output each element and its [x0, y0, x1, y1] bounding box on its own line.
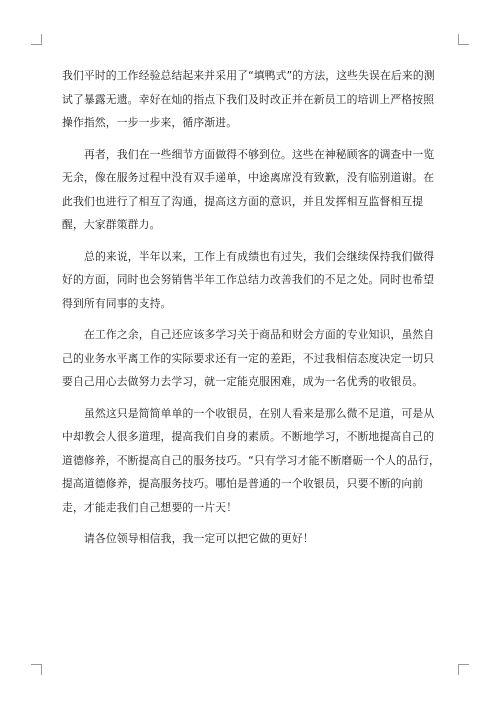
document-body [62, 64, 444, 559]
crop-mark-bottom-left [31, 664, 42, 675]
paragraph-4: 在工作之余，自己还应该多学习关于商品和财会方面的专业知识，虽然自己的业务水平离工作的实际要求还有一定的差距，不过我相信态度决定一切只要自己用心去做努力去学习，就一定能克服困难，成为一名优秀的收银员。 [62, 328, 435, 388]
crop-mark-bottom-right [458, 664, 469, 675]
paragraph-3: 总的来说，半年以来，工作上有成绩也有过失，我们会继续保持我们做得好的方面，同时也会努销售半年工作总结力改善我们的不足之处。同时也希望得到所有同事的支持。 [62, 249, 435, 310]
paragraph-6: 请各位领导相信我，我一定可以把它做的更好！ [84, 532, 314, 545]
crop-mark-top-right [458, 34, 469, 45]
paragraph-5: 虽然这只是简简单单的一个收银员，在别人看来是那么微不足道，可是从中却教会人很多道理，提高我们自身的素质。不断地学习，不断地提高自己的道德修养，不断提高自己的服务技巧。“只有学习才能不断磨砺一个人的品行，提高道德修养，提高服务技巧。哪怕是普通的一个收银员，只要不断的向前走，才能走我们自己想要的一片天！ [62, 406, 440, 514]
paragraph-1: 我们平时的工作经验总结起来并采用了“填鸭式”的方法，这些失误在后来的测试了暴露无遗。幸好在灿的指点下我们及时改正并在新员工的培训上严格按照操作指然，一步一步来，循序渐进。 [62, 69, 435, 129]
paragraph-2: 再者，我们在一些细节方面做得不够到位。这些在神秘顾客的调查中一览无余，像在服务过程中没有双手递单，中途离席没有致歉，没有临别道谢。在此我们也进行了相互了沟通，提高这方面的意识，并且发挥相互监督相互提醒，大家群策群力。 [62, 147, 435, 231]
crop-mark-top-left [31, 34, 42, 45]
